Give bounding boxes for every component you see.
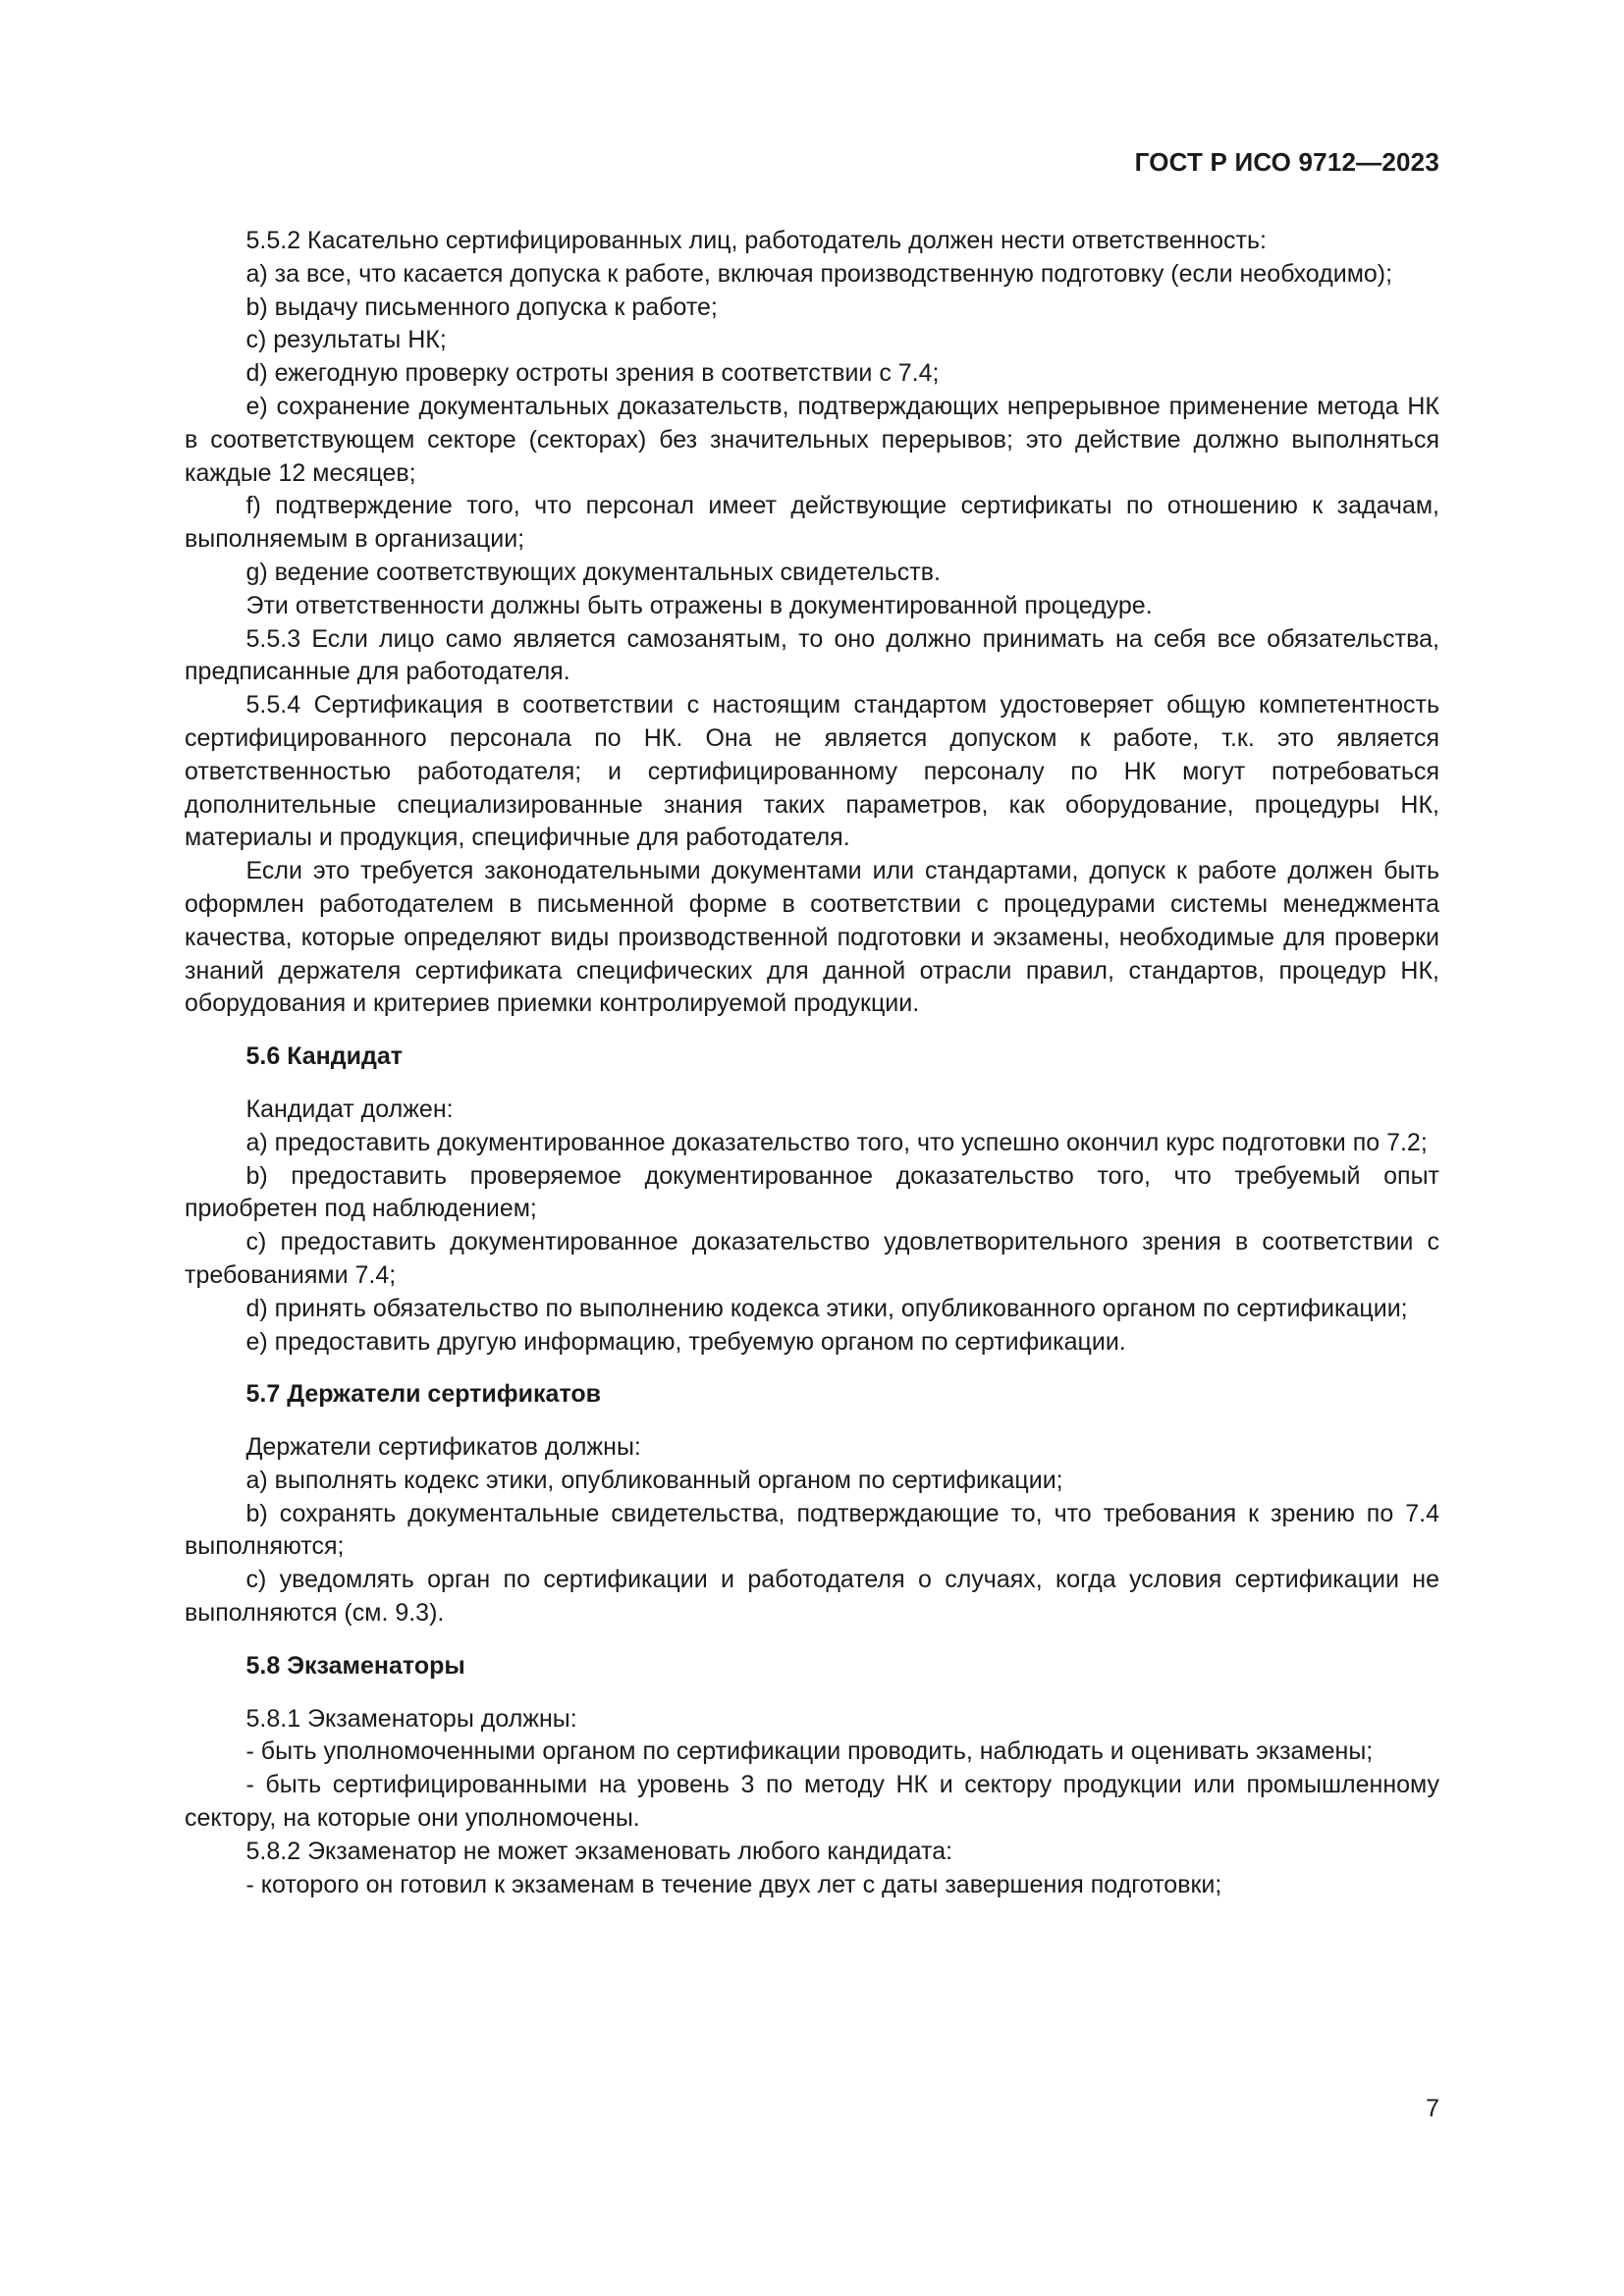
clause-5-8-1-dash-2: - быть сертифицированными на уровень 3 по методу НК и сектору продукции или промышленному сектору, на которые они уполномочены. xyxy=(185,1771,1439,1833)
clause-5-6-intro: Кандидат должен: xyxy=(245,1095,454,1123)
page-content xyxy=(185,225,1439,1901)
clause-5-8-1-dash-1: - быть уполномоченными органом по сертификации проводить, наблюдать и оценивать экзамены; xyxy=(245,1737,1374,1766)
clause-5-5-4-continued: Если это требуется законодательными документами или стандартами, допуск к работе должен быть оформлен работодателем в письменной форме в соответствии с процедурами системы менеджмента качества, которые определяют виды производственной подготовки и экзамены, необходимые для проверки знаний держателя сертификата специфических для данной отрасли правил, стандартов, процедур НК, оборудования и критериев приемки контролируемой продукции. xyxy=(185,857,1439,1018)
clause-5-5-2-item-f: f) подтверждение того, что персонал имеет действующие сертификаты по отношению к задачам, выполняемым в организации; xyxy=(185,492,1439,554)
clause-5-6-item-d: d) принять обязательство по выполнению кодекса этики, опубликованного органом по сертификации; xyxy=(245,1294,1408,1322)
clause-5-7-item-c: c) уведомлять орган по сертификации и работодателя о случаях, когда условия сертификации не выполняются (см. 9.3). xyxy=(185,1566,1439,1628)
clause-5-8-2-dash-1: - которого он готовил к экзаменам в течение двух лет с даты завершения подготовки; xyxy=(245,1870,1222,1898)
section-heading-5-7: 5.7 Держатели сертификатов xyxy=(245,1380,602,1409)
clause-5-5-2-item-d: d) ежегодную проверку остроты зрения в соответствии с 7.4; xyxy=(245,359,940,388)
clause-5-6-item-e: e) предоставить другую информацию, требуемую органом по сертификации. xyxy=(245,1327,1126,1356)
clause-5-5-2-item-g: g) ведение соответствующих документальных свидетельств. xyxy=(245,558,941,586)
section-heading-5-8: 5.8 Экзаменаторы xyxy=(245,1651,465,1680)
section-heading-5-6: 5.6 Кандидат xyxy=(245,1042,404,1071)
page-number: 7 xyxy=(1426,2095,1439,2122)
clause-5-8-1: 5.8.1 Экзаменаторы должны: xyxy=(245,1704,577,1733)
clause-5-5-3: 5.5.3 Если лицо само является самозанятым, то оно должно принимать на себя все обязательства, предписанные для работодателя. xyxy=(185,624,1439,686)
clause-5-5-2-item-e: e) сохранение документальных доказательств, подтверждающих непрерывное применение метода НК в соответствующем секторе (секторах) без значительных перерывов; это действие должно выполняться каждые 12 месяцев; xyxy=(185,392,1439,487)
clause-5-6-item-c: c) предоставить документированное доказательство удовлетворительного зрения в соответствии с требованиями 7.4; xyxy=(185,1228,1439,1289)
clause-5-5-2-item-a: a) за все, что касается допуска к работе, включая производственную подготовку (если необходимо); xyxy=(245,259,1393,288)
clause-5-5-2-item-b: b) выдачу письменного допуска к работе; xyxy=(245,293,718,321)
clause-5-5-2: 5.5.2 Касательно сертифицированных лиц, работодатель должен нести ответственность: xyxy=(245,227,1267,254)
clause-5-7-intro: Держатели сертификатов должны: xyxy=(245,1433,641,1462)
clause-5-6-item-b: b) предоставить проверяемое документированное доказательство того, что требуемый опыт приобретен под наблюдением; xyxy=(185,1161,1439,1223)
clause-5-6-item-a: a) предоставить документированное доказательство того, что успешно окончил курс подготовки по 7.2; xyxy=(245,1128,1428,1156)
clause-5-7-item-b: b) сохранять документальные свидетельства, подтверждающие то, что требования к зрению по 7.4 выполняются; xyxy=(185,1499,1439,1561)
clause-5-7-item-a: a) выполнять кодекс этики, опубликованный органом по сертификации; xyxy=(245,1466,1063,1494)
clause-5-5-2-item-c: c) результаты НК; xyxy=(245,326,447,354)
clause-5-8-2: 5.8.2 Экзаменатор не может экзаменовать любого кандидата: xyxy=(245,1837,953,1865)
clause-5-5-4: 5.5.4 Сертификация в соответствии с настоящим стандартом удостоверяет общую компетентность сертифицированного персонала по НК. Она не является допуском к работе, т.к. это является ответственностью работодателя; и сертифицированному персоналу по НК могут потребоваться дополнительные специализированные знания таких параметров, как оборудование, процедуры НК, материалы и продукция, специфичные для работодателя. xyxy=(185,691,1439,852)
document-code-header: ГОСТ Р ИСО 9712—2023 xyxy=(1134,147,1439,177)
clause-5-5-2-note: Эти ответственности должны быть отражены в документированной процедуре. xyxy=(245,591,1153,619)
